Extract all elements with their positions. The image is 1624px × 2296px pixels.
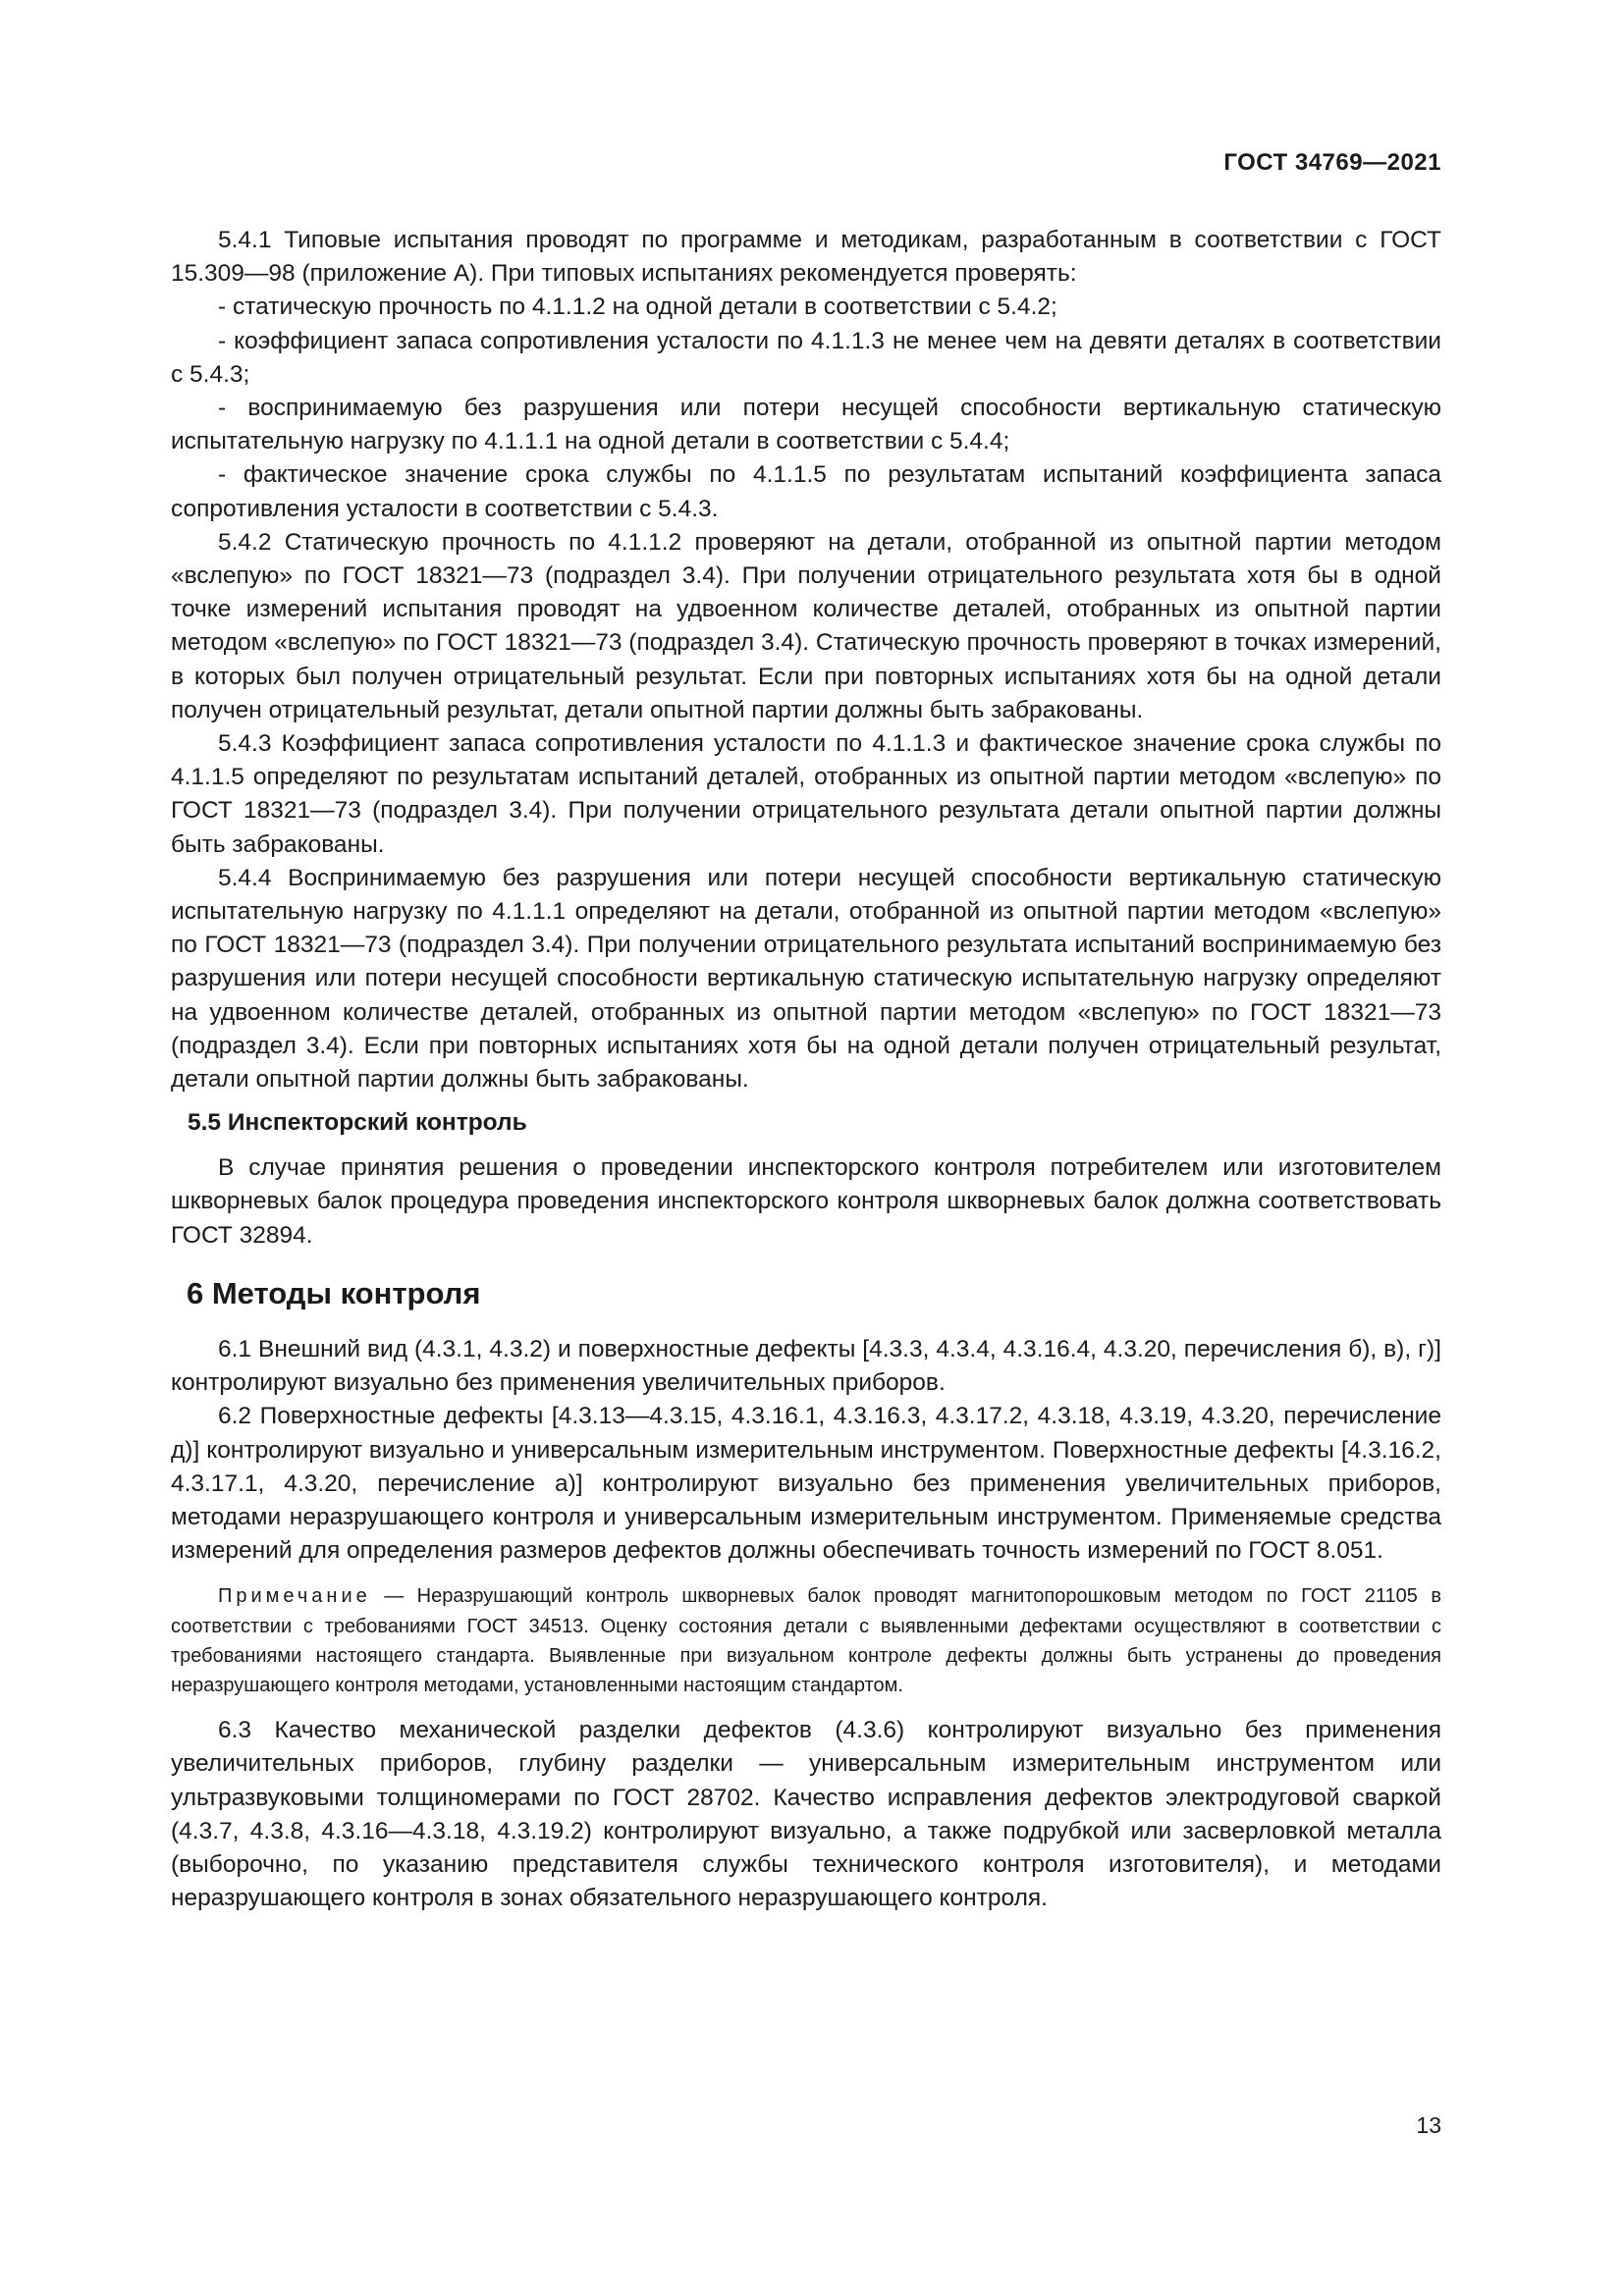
list-item-fatigue-coefficient: - коэффициент запаса сопротивления усталости по 4.1.1.3 не менее чем на девяти деталях в соответствии с 5.4.3; bbox=[171, 327, 1441, 388]
list-item-vertical-load: - воспринимаемую без разрушения или потери несущей способности вертикальную статическую испытательную нагрузку по 4.1.1.1 на одной детали в соответствии с 5.4.4; bbox=[171, 395, 1441, 455]
paragraph-5-4-1: 5.4.1 Типовые испытания проводят по программе и методикам, разработанным в соответствии с ГОСТ 15.309—98 (приложение А). При типовых испытаниях рекомендуется проверять: bbox=[171, 227, 1441, 288]
paragraph-6-3: 6.3 Качество механической разделки дефектов (4.3.6) контролируют визуально без применения увеличительных приборов, глубину разделки — универсальным измерительным инструментом или ультразвуковыми толщиномерами по ГОСТ 28702. Качество исправления дефектов электродуговой сваркой (4.3.7, 4.3.8, 4.3.16—4.3.18, 4.3.19.2) контролируют визуально, а также подрубкой или засверловкой металла (выборочно, по указанию представителя службы технического контроля изготовителя), и методами неразрушающего контроля в зонах обязательного неразрушающего контроля. bbox=[171, 1717, 1441, 1912]
list-item-static-strength: - статическую прочность по 4.1.1.2 на одной детали в соответствии с 5.4.2; bbox=[218, 294, 1057, 321]
note-text: — Неразрушающий контроль шкворневых балок проводят магнитопорошковым методом по ГОСТ 21105 в соответствии с требованиями ГОСТ 34513. Оценку состояния детали с выявленными дефектами осуществляют в соответствии с требованиями настоящего стандарта. Выявленные при визуальном контроле дефекты должны быть устранены до проведения неразрушающего контроля методами, установленными настоящим стандартом. bbox=[171, 1585, 1441, 1696]
list-item-service-life: - фактическое значение срока службы по 4.1.1.5 по результатам испытаний коэффициента запаса сопротивления усталости в соответствии с 5.4.3. bbox=[171, 461, 1441, 522]
heading-section-6: 6 Методы контроля bbox=[187, 1275, 481, 1310]
page-number: 13 bbox=[1416, 2112, 1441, 2138]
document-page bbox=[171, 0, 1441, 2296]
paragraph-6-1: 6.1 Внешний вид (4.3.1, 4.3.2) и поверхностные дефекты [4.3.3, 4.3.4, 4.3.16.4, 4.3.20, перечисления б), в), г)] контролируют визуально без применения увеличительных приборов. bbox=[171, 1335, 1441, 1397]
document-body bbox=[171, 224, 1441, 1915]
note-block bbox=[171, 1581, 1441, 1700]
paragraph-5-4-3: 5.4.3 Коэффициент запаса сопротивления усталости по 4.1.1.3 и фактическое значение срока службы по 4.1.1.5 определяют по результатам испытаний деталей, отобранных из опытной партии методом «вслепую» по ГОСТ 18321—73 (подраздел 3.4). При получении отрицательного результата детали опытной партии должны быть забракованы. bbox=[171, 730, 1441, 858]
paragraph-6-2: 6.2 Поверхностные дефекты [4.3.13—4.3.15, 4.3.16.1, 4.3.16.3, 4.3.17.2, 4.3.18, 4.3.19, 4.3.20, перечисление д)] контролируют визуально и универсальным измерительным инструментом. Поверхностные дефекты [4.3.16.2, 4.3.17.1, 4.3.20, перечисление а)] контролируют визуально без применения увеличительных приборов, методами неразрушающего контроля и универсальным измерительным инструментом. Применяемые средства измерений для определения размеров дефектов должны обеспечивать точность измерений по ГОСТ 8.051. bbox=[171, 1403, 1441, 1565]
heading-5-5: 5.5 Инспекторский контроль bbox=[188, 1109, 527, 1137]
paragraph-5-4-2: 5.4.2 Статическую прочность по 4.1.1.2 проверяют на детали, отобранной из опытной партии методом «вслепую» по ГОСТ 18321—73 (подраздел 3.4). При получении отрицательного результата хотя бы в одной точке измерений испытания проводят на удвоенном количестве деталей, отобранных из опытной партии методом «вслепую» по ГОСТ 18321—73 (подраздел 3.4). Статическую прочность проверяют в точках измерений, в которых был получен отрицательный результат. Если при повторных испытаниях хотя бы на одной детали получен отрицательный результат, детали опытной партии должны быть забракованы. bbox=[171, 528, 1441, 723]
note-label: Примечание bbox=[218, 1585, 371, 1608]
paragraph-5-4-4: 5.4.4 Воспринимаемую без разрушения или потери несущей способности вертикальную статическую испытательную нагрузку по 4.1.1.1 определяют на детали, отобранной из опытной партии методом «вслепую» по ГОСТ 18321—73 (подраздел 3.4). При получении отрицательного результата испытаний воспринимаемую без разрушения или потери несущей способности вертикальную статическую испытательную нагрузку определяют на удвоенном количестве деталей, отобранных из опытной партии методом «вслепую» по ГОСТ 18321—73 (подраздел 3.4). Если при повторных испытаниях хотя бы на одной детали получен отрицательный результат, детали опытной партии должны быть забракованы. bbox=[171, 864, 1441, 1094]
document-header: ГОСТ 34769—2021 bbox=[1223, 149, 1441, 176]
paragraph-5-5: В случае принятия решения о проведении инспекторского контроля потребителем или изготовителем шкворневых балок процедура проведения инспекторского контроля шкворневых балок должна соответствовать ГОСТ 32894. bbox=[171, 1154, 1441, 1249]
